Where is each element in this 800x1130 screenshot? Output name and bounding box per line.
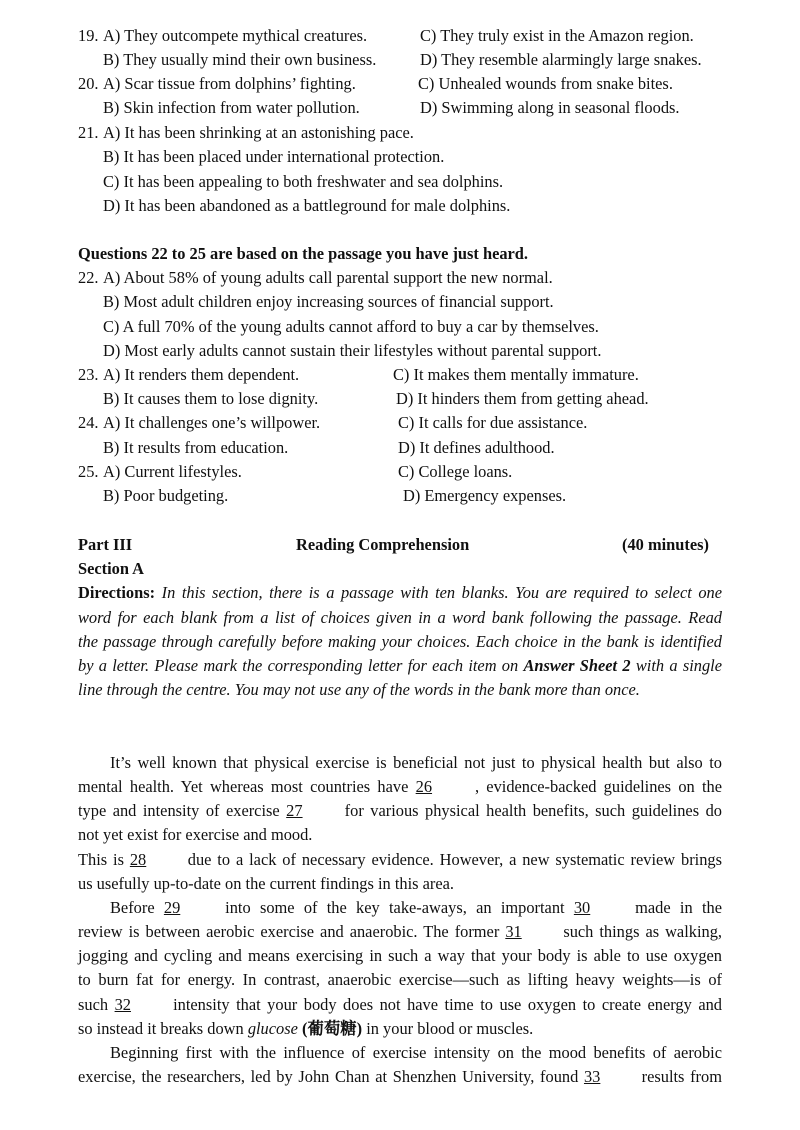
part-time: (40 minutes) [622,535,709,554]
q20-option-b: B) Skin infection from water pollution. [103,98,360,117]
q24-option-b: B) It results from education. [103,438,289,457]
directions-line-4 [78,654,722,678]
passage-p3-line-3: jogging and cycling and means exercising in such a way that your body is able to use oxygen [78,946,722,965]
q23-number: 23. [78,365,99,384]
blank-31: 31 [505,922,522,941]
q20-option-a: A) Scar tissue from dolphins’ fighting. [103,74,356,93]
q20-option-c: C) Unhealed wounds from snake bites. [418,74,673,93]
passage-text: made in the [635,898,722,917]
passage-text: review is between aerobic exercise and anaerobic. The former [78,922,500,941]
q24-option-d: D) It defines adulthood. [398,438,555,457]
q19-option-d: D) They resemble alarmingly large snakes. [420,50,702,69]
passage-p1-line-1: It’s well known that physical exercise is beneficial not just to physical health but also to [110,753,722,772]
passage-chinese-gloss: (葡萄糖) [302,1019,363,1038]
q20-number: 20. [78,74,99,93]
blank-30: 30 [573,898,591,917]
passage-text: for various physical health benefits, such guidelines do [344,801,722,820]
directions-line-5: line through the centre. You may not use any of the words in the bank more than once. [78,680,640,699]
q21-option-b: B) It has been placed under international protection. [103,147,445,166]
passage-text: in your blood or muscles. [366,1019,534,1038]
q22-option-d: D) Most early adults cannot sustain their lifestyles without parental support. [103,341,602,360]
passage-p4-line-2 [78,1065,722,1089]
passage-text: , evidence-backed guidelines on the [474,777,723,796]
directions-line-2: word for each blank from a list of choices given in a word bank following the passage. Read [78,608,722,627]
q19-option-c: C) They truly exist in the Amazon region. [420,26,694,45]
q23-option-b: B) It causes them to lose dignity. [103,389,319,408]
directions-line-1 [78,581,722,605]
q21-option-a: A) It has been shrinking at an astonishing pace. [103,123,414,142]
passage-text: type and intensity of exercise [78,801,280,820]
passage-p3-line-6 [78,1017,533,1041]
q25-option-d: D) Emergency expenses. [403,486,567,505]
directions-text-1: In this section, there is a passage with ten blanks. You are required to select one [161,583,722,602]
passage-p3-line-4: to burn fat for energy. In contrast, anaerobic exercise—such as lifting heavy weights—is of [78,970,722,989]
q22-option-b: B) Most adult children enjoy increasing sources of financial support. [103,292,554,311]
blank-26: 26 [415,777,433,796]
passage-p2-line-2: us usefully up-to-date on the current findings in this area. [78,874,454,893]
section-title: Section A [78,559,145,578]
part-label: Part III [78,535,133,554]
q22-option-c: C) A full 70% of the young adults cannot afford to buy a car by themselves. [103,317,599,336]
q24-number: 24. [78,413,99,432]
q25-option-b: B) Poor budgeting. [103,486,229,505]
q22-number: 22. [78,268,99,287]
passage-p3-line-1 [110,896,722,920]
q21-option-d: D) It has been abandoned as a battleground for male dolphins. [103,196,511,215]
passage-p2-line-1 [78,848,722,872]
q25-option-a: A) Current lifestyles. [103,462,242,481]
q19-option-b: B) They usually mind their own business. [103,50,377,69]
passage-text: mental health. Yet whereas most countries have [78,777,409,796]
q19-option-a: A) They outcompete mythical creatures. [103,26,368,45]
blank-28: 28 [129,850,147,869]
q24-option-a: A) It challenges one’s willpower. [103,413,321,432]
part-title: Reading Comprehension [296,535,470,554]
q23-option-a: A) It renders them dependent. [103,365,300,384]
passage-text: results from [641,1067,722,1086]
passage-text: into some of the key take-aways, an important [225,898,565,917]
passage-text: intensity that your body does not have time to use oxygen to create energy and [173,995,722,1014]
passage-term-glucose: glucose [247,1019,298,1038]
passage-p1-line-4: not yet exist for exercise and mood. [78,825,313,844]
q21-option-c: C) It has been appealing to both freshwater and sea dolphins. [103,172,504,191]
passage-p3-line-2 [78,920,722,944]
directions-line-3: the passage through carefully before making your choices. Each choice in the bank is identified [78,632,722,651]
passage-p1-line-3 [78,799,722,823]
passage-text: so instead it breaks down [78,1019,244,1038]
passage-text: Before [110,898,155,917]
q25-option-c: C) College loans. [398,462,513,481]
q24-option-c: C) It calls for due assistance. [398,413,588,432]
q22-option-a: A) About 58% of young adults call parental support the new normal. [103,268,553,287]
blank-29: 29 [163,898,181,917]
blank-27: 27 [286,801,303,820]
directions-text-4c: with a single [635,656,722,675]
passage-text: such things as walking, [563,922,723,941]
passage-p4-line-1: Beginning first with the influence of exercise intensity on the mood benefits of aerobic [110,1043,722,1062]
blank-33: 33 [583,1067,601,1086]
passage-text: due to a lack of necessary evidence. However, a new systematic review brings [187,850,722,869]
q23-option-c: C) It makes them mentally immature. [393,365,639,384]
q19-number: 19. [78,26,99,45]
q20-option-d: D) Swimming along in seasonal floods. [420,98,680,117]
passage-header: Questions 22 to 25 are based on the passage you have just heard. [78,244,529,263]
passage-p1-line-2 [78,775,722,799]
q21-number: 21. [78,123,99,142]
passage-text: exercise, the researchers, led by John Chan at Shenzhen University, found [78,1067,579,1086]
passage-text: This is [78,850,124,869]
passage-text: such [78,995,109,1014]
directions-text-4a: by a letter. Please mark the corresponding letter for each item on [78,656,519,675]
answer-sheet-ref: Answer Sheet 2 [523,656,631,675]
blank-32: 32 [114,995,131,1014]
passage-p3-line-5 [78,993,722,1017]
directions-label: Directions: [78,583,156,602]
q23-option-d: D) It hinders them from getting ahead. [396,389,649,408]
q25-number: 25. [78,462,99,481]
